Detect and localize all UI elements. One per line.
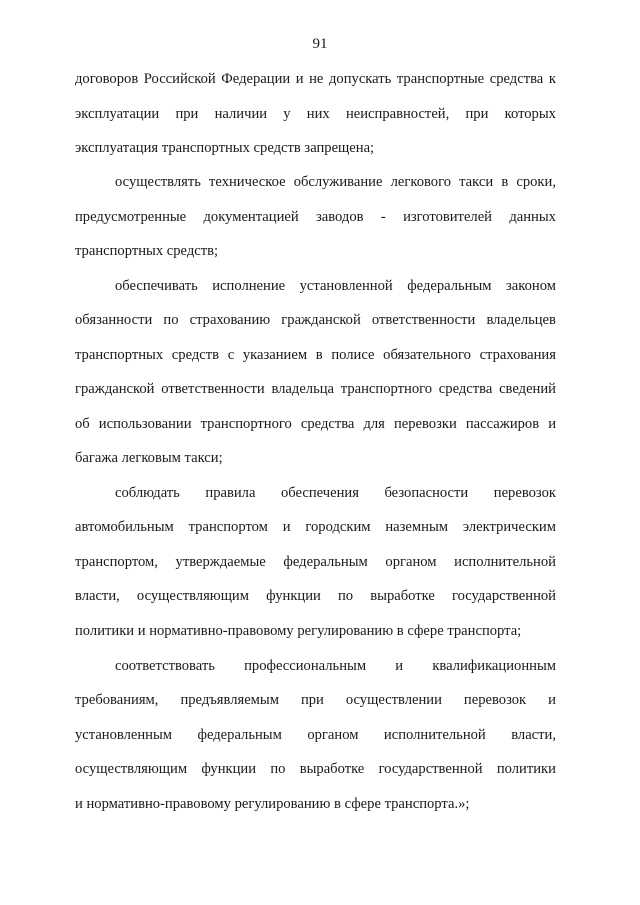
word: функции [266, 588, 321, 604]
word: федеральным [407, 278, 492, 294]
word: средства [300, 416, 355, 432]
word: наличии [214, 106, 268, 122]
word: требованиям, [75, 692, 159, 708]
word: государственной [378, 761, 483, 777]
word: исполнительной [454, 554, 556, 570]
word: средства [489, 71, 544, 87]
word: использовании [98, 416, 192, 432]
word: перевозок [493, 485, 556, 501]
word: не [309, 71, 324, 87]
word: при [300, 692, 324, 708]
word: профессиональным [244, 658, 367, 674]
text-line [115, 655, 556, 677]
word: политики [496, 761, 556, 777]
word: транспортом [188, 519, 268, 535]
word: неисправностей, [345, 106, 450, 122]
word: электрическим [462, 519, 556, 535]
word: страхованию [189, 312, 271, 328]
word: пассажиров [465, 416, 540, 432]
word: законом [506, 278, 556, 294]
word: осуществляющим [75, 761, 188, 777]
text-line: политики и нормативно-правовому регулированию в сфере транспорта; [75, 623, 522, 639]
word: государственной [451, 588, 556, 604]
word: гражданской [281, 312, 361, 328]
word: такси [459, 174, 494, 190]
word: соответствовать [115, 658, 215, 674]
word: федеральным [283, 554, 368, 570]
word: соблюдать [115, 485, 180, 501]
word: транспортом, [75, 554, 158, 570]
word: функции [201, 761, 257, 777]
word: техническое [209, 174, 286, 190]
word: федеральным [197, 727, 282, 743]
word: и [548, 416, 556, 432]
word: допускать [328, 71, 392, 87]
word: власти, [75, 588, 120, 604]
word: Федерации [221, 71, 291, 87]
text-line [115, 275, 556, 297]
text-line [75, 206, 556, 228]
word: наземным [385, 519, 448, 535]
word: к [548, 71, 556, 87]
word: обязательного [383, 347, 471, 363]
word: сроки, [516, 174, 556, 190]
word: транспортного [340, 381, 433, 397]
word: указанием [242, 347, 308, 363]
word: предъявляемым [180, 692, 279, 708]
text-line [115, 482, 556, 504]
text-line: транспортных средств; [75, 243, 219, 259]
word: документацией [203, 209, 299, 225]
word: об [75, 416, 90, 432]
text-line: багажа легковым такси; [75, 450, 223, 466]
word: автомобильным [75, 519, 174, 535]
word: обязанности [75, 312, 153, 328]
word: владельцев [486, 312, 556, 328]
word: транспортных [75, 347, 164, 363]
word: данных [509, 209, 556, 225]
word: договоров [75, 71, 139, 87]
text-line [75, 378, 556, 400]
text-line [115, 171, 556, 193]
text-line [75, 68, 556, 90]
word: средств [171, 347, 220, 363]
word: легкового [390, 174, 451, 190]
word: перевозки [393, 416, 457, 432]
word: власти, [511, 727, 556, 743]
word: и [295, 71, 304, 87]
word: осуществлении [345, 692, 442, 708]
word: них [306, 106, 330, 122]
text-line: эксплуатация транспортных средств запрещена; [75, 140, 375, 156]
word: в [315, 347, 323, 363]
word: и [395, 658, 404, 674]
word: и [282, 519, 291, 535]
word: заводов [316, 209, 364, 225]
word: городским [305, 519, 371, 535]
word: органом [307, 727, 359, 743]
word: по [163, 312, 179, 328]
word: правила [205, 485, 256, 501]
text-line [75, 551, 556, 573]
word: осуществляющим [136, 588, 249, 604]
text-line [75, 413, 556, 435]
word: транспортные [396, 71, 485, 87]
word: по [338, 588, 354, 604]
word: установленным [75, 727, 173, 743]
text-line [75, 516, 556, 538]
word: гражданской [75, 381, 155, 397]
text-line [75, 103, 556, 125]
word: установленной [299, 278, 393, 294]
word: - [380, 209, 386, 225]
word: ответственности [371, 312, 476, 328]
word: у [283, 106, 291, 122]
word: выработке [370, 588, 435, 604]
word: обеспечения [280, 485, 359, 501]
word: изготовителей [403, 209, 492, 225]
word: исполнение [212, 278, 286, 294]
word: страхования [479, 347, 556, 363]
word: безопасности [384, 485, 469, 501]
word: перевозок [463, 692, 527, 708]
word: и [548, 692, 556, 708]
word: сведений [499, 381, 556, 397]
text-line [75, 585, 556, 607]
word: по [270, 761, 286, 777]
word: владельца [271, 381, 335, 397]
word: осуществлять [115, 174, 201, 190]
word: выработке [299, 761, 365, 777]
word: которых [504, 106, 556, 122]
word: эксплуатации [75, 106, 160, 122]
word: при [175, 106, 199, 122]
page-number: 91 [312, 36, 328, 52]
word: транспортного [200, 416, 292, 432]
word: обеспечивать [115, 278, 198, 294]
text-line [75, 344, 556, 366]
word: исполнительной [383, 727, 486, 743]
word: предусмотренные [75, 209, 187, 225]
word: полисе [331, 347, 375, 363]
word: ответственности [161, 381, 265, 397]
word: для [363, 416, 385, 432]
text-line [75, 758, 556, 780]
word: при [465, 106, 489, 122]
word: средства [438, 381, 493, 397]
text-line: и нормативно-правовому регулированию в сфере транспорта.»; [75, 796, 470, 812]
word: обслуживание [293, 174, 383, 190]
word: с [227, 347, 235, 363]
text-line [75, 309, 556, 331]
word: квалификационным [432, 658, 556, 674]
word: органом [385, 554, 437, 570]
text-line [75, 689, 556, 711]
text-line [75, 724, 556, 746]
word: Российской [143, 71, 216, 87]
word: в [501, 174, 509, 190]
word: утверждаемые [175, 554, 266, 570]
